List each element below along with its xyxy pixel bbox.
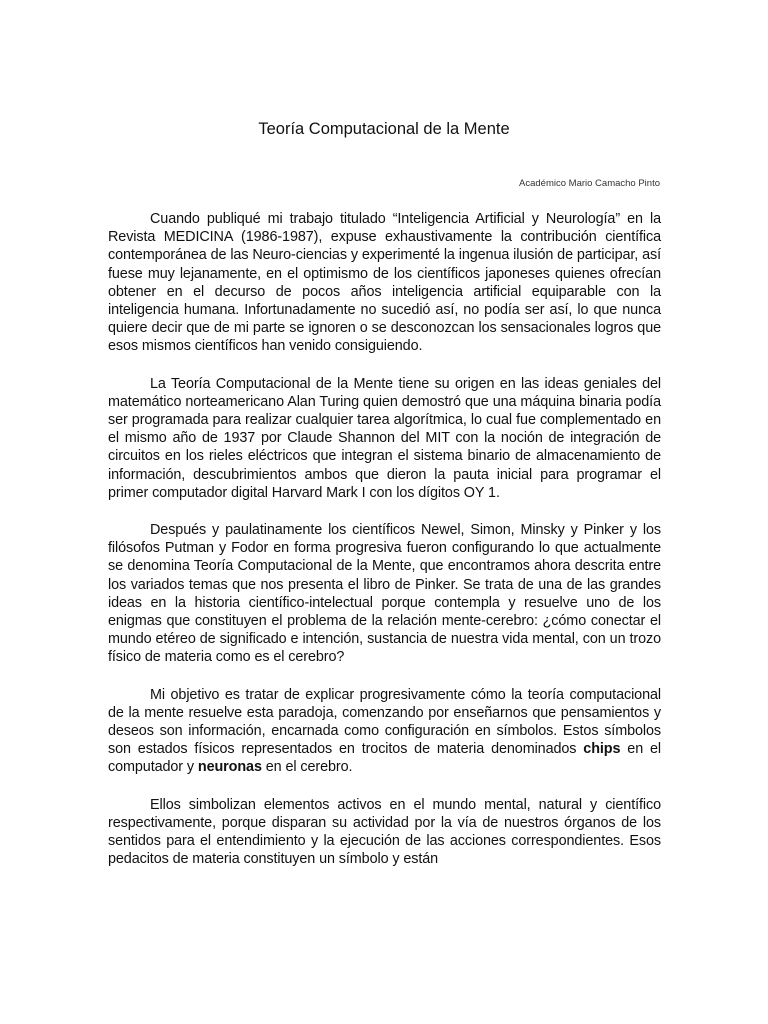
paragraph-5: Ellos simbolizan elementos activos en el mundo mental, natural y científico respectivamente, porque disparan su actividad por la vía de nuestros órganos de los sentidos para el entendimiento y la ejecución de las acciones correspondientes. Esos pedacitos de materia constituyen un símbolo y están (108, 796, 661, 868)
bold-term-neuronas: neuronas (197, 759, 262, 776)
bold-term-chips: chips (583, 741, 621, 758)
document-body (108, 210, 661, 888)
document-title: Teoría Computacional de la Mente (258, 120, 510, 138)
paragraph-4-text-end: en el cerebro. (261, 759, 353, 776)
author-line: Académico Mario Camacho Pinto (519, 178, 660, 189)
paragraph-4-text-middle: en el computador y (108, 741, 662, 776)
paragraph-1: Cuando publiqué mi trabajo titulado “Inteligencia Artificial y Neurología” en la Revista MEDICINA (1986-1987), expuse exhaustivamente la contribución científica contemporánea de las Neuro-ciencias y experimenté la ingenua ilusión de participar, así fuese muy lejanamente, en el optimismo de los científicos japoneses quienes ofrecían obtener en el decurso de pocos años inteligencia artificial equiparable con la inteligencia humana. Infortunadamente no sucedió así, no podía ser así, lo que nunca quiere decir que de mi parte se ignoren o se desconozcan los sensacionales logros que esos mismos científicos han venido consiguiendo. (108, 211, 661, 355)
paragraph-2: La Teoría Computacional de la Mente tiene su origen en las ideas geniales del matemático norteamericano Alan Turing quien demostró que una máquina binaria podía ser programada para realizar cualquier tarea algorítmica, lo cual fue complementado en el mismo año de 1937 por Claude Shannon del MIT con la noción de integración de circuitos en los rieles eléctricos que integran el sistema binario de almacenamiento de información, descubrimientos ambos que dieron la pauta inicial para programar el primer computador digital Harvard Mark I con los dígitos OY 1. (108, 375, 661, 501)
paragraph-4 (108, 686, 661, 777)
paragraph-3: Después y paulatinamente los científicos Newel, Simon, Minsky y Pinker y los filósofos Putman y Fodor en forma progresiva fueron configurando lo que actualmente se denomina Teoría Computacional de la Mente, que encontramos ahora descrita entre los variados temas que nos presenta el libro de Pinker. Se trata de una de las grandes ideas en la historia científico-intelectual porque contempla y resuelve uno de los enigmas que constituyen el problema de la relación mente-cerebro: ¿cómo conectar el mundo etéreo de significado e intención, sustancia de nuestra vida mental, con un trozo físico de materia como es el cerebro? (108, 522, 661, 666)
paragraph-4-text-start: Mi objetivo es tratar de explicar progresivamente cómo la teoría computacional de la mente resuelve esta paradoja, comenzando por enseñarnos que pensamientos y deseos son información, encarnada como configuración en símbolos. Estos símbolos son estados físicos representados en trocitos de materia denominados (108, 686, 661, 758)
